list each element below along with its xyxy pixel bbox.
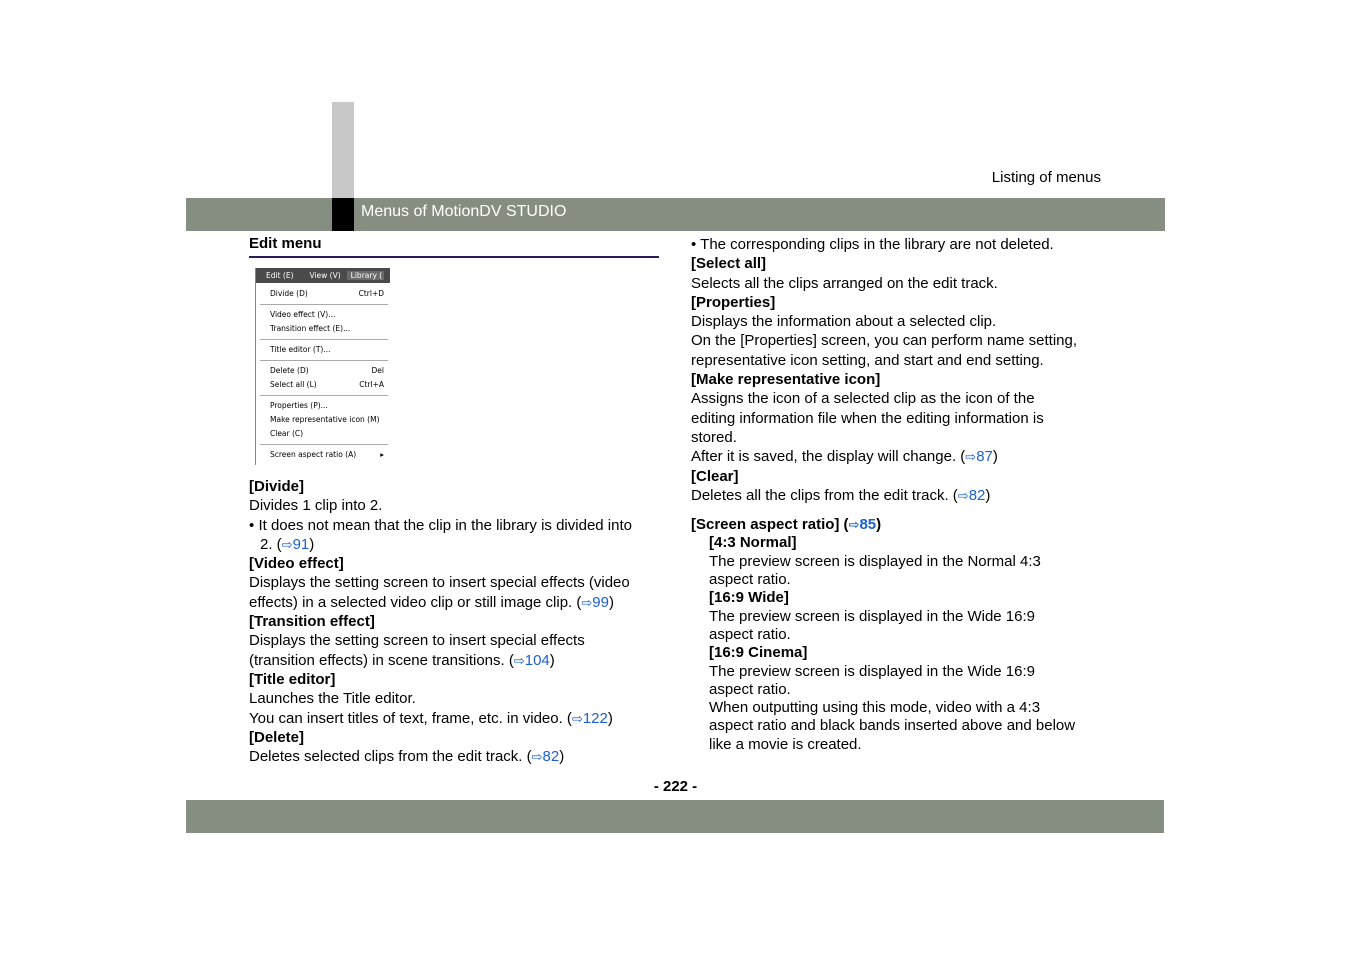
delete-note: • The corresponding clips in the library are not deleted. [691, 236, 1054, 253]
cinema-heading: [16:9 Cinema] [709, 644, 808, 662]
menubar-edit: Edit (E) [266, 271, 294, 280]
video-effect-heading: [Video effect] [249, 555, 344, 573]
menu-item-select-all: Select all (L) Ctrl+A [270, 380, 384, 389]
ref-arrow-icon: ⇨ [571, 710, 583, 726]
select-all-text: Selects all the clips arranged on the edit track. [691, 274, 998, 292]
transition-effect-text: Displays the setting screen to insert special effects (transition effects) in scene transitions. (⇨104) [249, 632, 585, 669]
title-editor-heading: [Title editor] [249, 670, 336, 688]
normal-heading: [4:3 Normal] [709, 534, 797, 552]
page-ref-link[interactable]: 91 [292, 535, 310, 553]
menubar-library: Library ( [347, 271, 385, 280]
properties-heading: [Properties] [691, 293, 776, 311]
menu-item-delete: Delete (D) Del [270, 366, 384, 375]
cinema-text: The preview screen is displayed in the Wide 16:9 aspect ratio. [709, 662, 1036, 698]
page-ref-link[interactable]: 122 [582, 709, 608, 727]
ref-arrow-icon: ⇨ [965, 449, 977, 465]
menu-item-properties: Properties (P)... [270, 401, 328, 410]
edit-menu-title: Edit menu [249, 235, 322, 252]
cinema-note: When outputting using this mode, video with a 4:3 aspect ratio and black bands inserted above and below like a movie is created. [709, 699, 1076, 753]
running-header: Listing of menus [991, 169, 1101, 186]
menu-item-divide: Divide (D) Ctrl+D [270, 289, 384, 298]
clear-heading: [Clear] [691, 467, 739, 485]
menubar-view: View (V) [309, 271, 341, 280]
menu-separator [260, 360, 388, 361]
menu-separator [260, 339, 388, 340]
page-number: - 222 - [653, 778, 698, 795]
menu-item-transition-effect: Transition effect (E)... [270, 324, 351, 333]
title-editor-text-1: Launches the Title editor. [249, 690, 416, 708]
page-ref-link[interactable]: 85 [859, 516, 877, 534]
ref-arrow-icon: ⇨ [581, 594, 593, 610]
edit-menu-screenshot [255, 268, 390, 465]
page-ref-link[interactable]: 82 [968, 486, 986, 504]
header-gray-tab [332, 102, 354, 198]
video-effect-text: Displays the setting screen to insert special effects (video effects) in a selected video clip or still image clip. (⇨99) [249, 574, 630, 611]
title-editor-text-2: You can insert titles of text, frame, etc. in video. (⇨122) [249, 709, 613, 727]
properties-text-2: On the [Properties] screen, you can perform name setting, representative icon setting, and start and end setting. [691, 332, 1078, 369]
page-ref-link[interactable]: 104 [524, 651, 550, 669]
menu-item-clear: Clear (C) [270, 429, 304, 438]
delete-text: Deletes selected clips from the edit track. (⇨82) [249, 748, 565, 766]
menu-separator [260, 395, 388, 396]
menu-item-screen-aspect-ratio: Screen aspect ratio (A) ▸ [256, 448, 390, 462]
submenu-arrow-icon: ▸ [380, 450, 384, 459]
delete-heading: [Delete] [249, 728, 305, 746]
title-underline [249, 256, 659, 258]
ref-arrow-icon: ⇨ [513, 652, 525, 668]
representative-icon-note: After it is saved, the display will change. (⇨87) [691, 448, 998, 466]
header-black-tab [332, 198, 354, 231]
wide-heading: [16:9 Wide] [709, 589, 789, 607]
select-all-heading: [Select all] [691, 255, 767, 273]
page-ref-link[interactable]: 87 [976, 448, 993, 466]
wide-text: The preview screen is displayed in the Wide 16:9 aspect ratio. [709, 607, 1036, 643]
section-title: Menus of MotionDV STUDIO [361, 203, 567, 220]
properties-text-1: Displays the information about a selected clip. [691, 313, 997, 331]
ref-arrow-icon: ⇨ [848, 517, 860, 533]
representative-icon-text: Assigns the icon of a selected clip as the icon of the editing information file when the editing information is stored. [691, 390, 1044, 446]
ref-arrow-icon: ⇨ [281, 536, 293, 552]
clear-text: Deletes all the clips from the edit track. (⇨82) [691, 486, 991, 504]
menu-separator [260, 304, 388, 305]
screen-aspect-ratio-heading: [Screen aspect ratio] (⇨85) [691, 516, 882, 534]
transition-effect-heading: [Transition effect] [249, 613, 375, 631]
divide-text: Divides 1 clip into 2. [249, 497, 383, 515]
representative-icon-heading: [Make representative icon] [691, 371, 881, 389]
menu-item-make-representative-icon: Make representative icon (M) [270, 415, 380, 424]
ref-arrow-icon: ⇨ [531, 749, 543, 765]
left-column [249, 477, 661, 766]
normal-text: The preview screen is displayed in the Normal 4:3 aspect ratio. [709, 552, 1041, 589]
menu-separator [260, 444, 388, 445]
menu-item-title-editor: Title editor (T)... [270, 345, 331, 354]
divide-heading: [Divide] [249, 478, 305, 495]
ref-arrow-icon: ⇨ [957, 487, 969, 503]
footer-bar [186, 800, 1164, 833]
menu-item-video-effect: Video effect (V)... [270, 310, 336, 319]
menu-bar [256, 268, 390, 283]
divide-note: • It does not mean that the clip in the library is divided into 2. (⇨91) [249, 516, 632, 553]
page-ref-link[interactable]: 99 [592, 593, 609, 611]
page-ref-link[interactable]: 82 [542, 748, 560, 766]
right-column [691, 235, 1111, 754]
